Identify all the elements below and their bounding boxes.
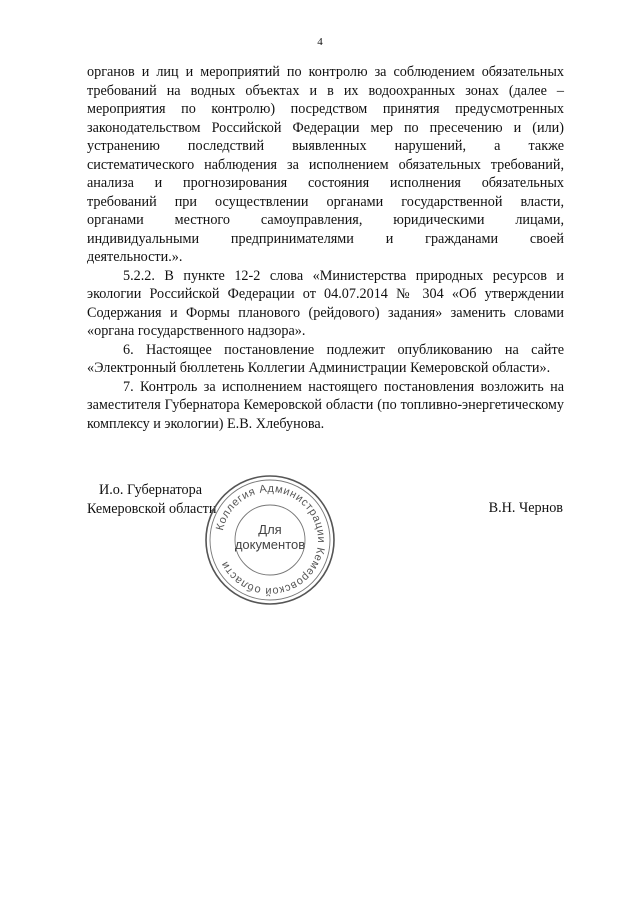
text-line: анализа и прогнозирования состояния исполнения обязательных <box>87 175 564 191</box>
seal-center-line-1: Для <box>258 522 282 537</box>
text-line: требований при осуществлении органами государственной власти, <box>87 193 564 210</box>
seal-center-line-2: документов <box>234 537 306 552</box>
text-line: деятельности.». <box>87 249 183 265</box>
signatory-name: В.Н. Чернов <box>488 500 563 516</box>
signatory-position <box>87 481 216 519</box>
text-line: органами местного самоуправления, юридическими лицами, <box>87 212 564 228</box>
text-line: требований на водных объектах и в их водоохранных зонах (далее – <box>87 82 564 99</box>
paragraph-continuation <box>87 63 564 267</box>
text-line: устранению последствий выявленных нарушений, а также <box>87 138 564 154</box>
page-number: 4 <box>317 36 323 48</box>
official-seal <box>200 470 340 610</box>
paragraph-7: 7. Контроль за исполнением настоящего постановления возложить на заместителя Губернатора Кемеровской области (по топливно-энергетическому комплексу и экологии) Е.В. Хлебунова. <box>87 378 564 432</box>
text-line: индивидуальными предпринимателями и гражданами своей <box>87 230 564 247</box>
text-line: законодательством Российской Федерации мер по пресечению и (или) <box>87 119 564 136</box>
text-line: органов и лиц и мероприятий по контролю за соблюдением обязательных <box>87 64 564 80</box>
text-line: систематического наблюдения за исполнением обязательных требований, <box>87 156 564 173</box>
paragraph-6: 6. Настоящее постановление подлежит опубликованию на сайте «Электронный бюллетень Коллегии Администрации Кемеровской области». <box>87 341 564 376</box>
position-line-1: И.о. Губернатора <box>99 482 202 498</box>
seal-ring-text: Коллегия Администрации Кемеровской области <box>214 482 328 598</box>
seal-center-text <box>200 522 340 552</box>
document-body <box>87 63 564 433</box>
position-line-2: Кемеровской области <box>87 501 217 517</box>
paragraph-5-2-2: 5.2.2. В пункте 12-2 слова «Министерства природных ресурсов и экологии Российской Федерации от 04.07.2014 № 304 «Об утверждении Содержания и Формы планового (рейдового) задания» заменить словами «органа государственного надзора». <box>87 267 564 339</box>
text-line: мероприятия по контролю) посредством принятия предусмотренных <box>87 101 564 117</box>
